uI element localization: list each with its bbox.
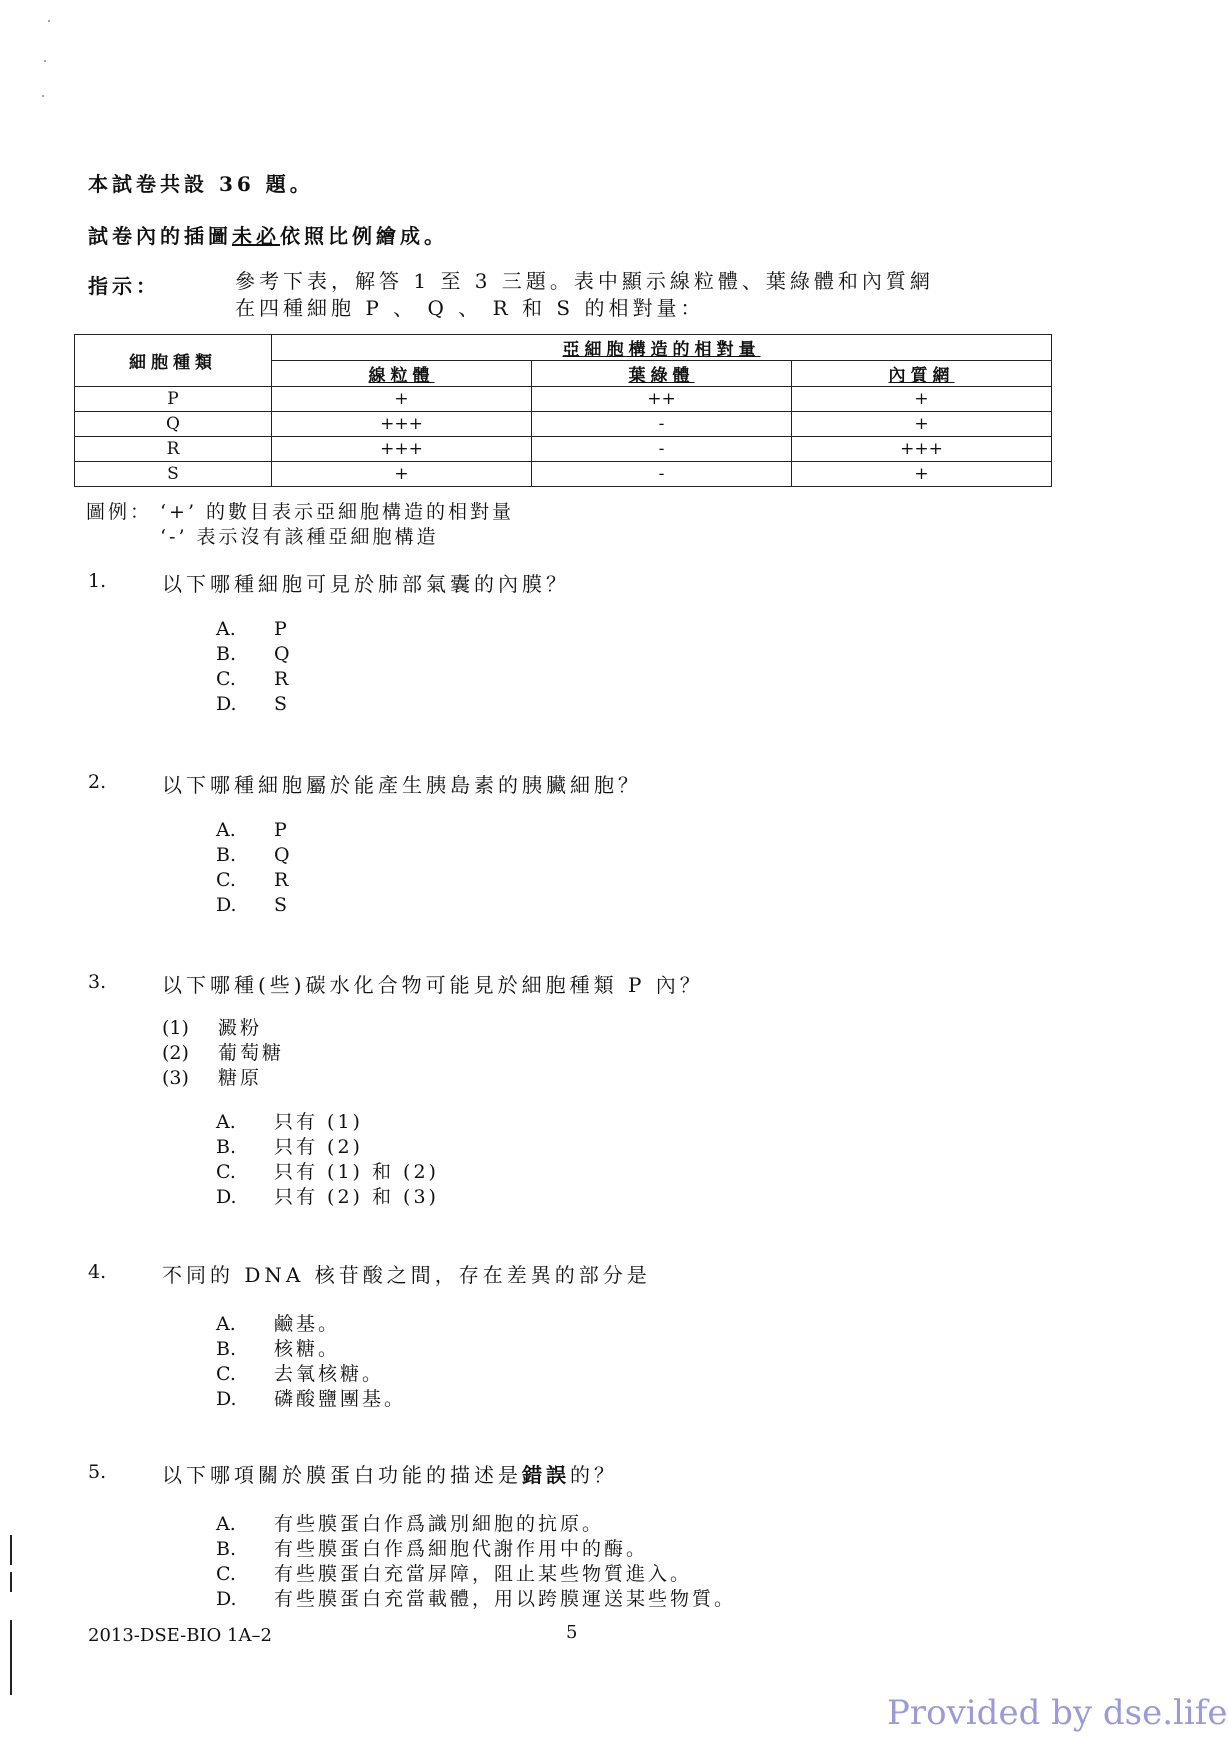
answer-option: B. 有些膜蛋白作爲細胞代謝作用中的酶。 xyxy=(216,1538,649,1560)
answer-option: B. Q xyxy=(216,844,293,866)
question-number: 3. xyxy=(88,971,107,993)
question-number: 4. xyxy=(88,1261,107,1283)
question-text: 以下哪種細胞可見於肺部氣囊的內膜？ xyxy=(162,572,570,596)
answer-option: A. 有些膜蛋白作爲識別細胞的抗原。 xyxy=(216,1513,605,1535)
answer-option: B. 核糖。 xyxy=(216,1338,341,1360)
scan-speck xyxy=(42,95,44,97)
scan-speck xyxy=(44,60,46,62)
answer-option: C. 只有 (1) 和 (2) xyxy=(216,1161,439,1183)
table-cell-value: - xyxy=(532,437,792,462)
table-cell-value: - xyxy=(532,462,792,487)
answer-option: D. S xyxy=(216,693,291,715)
scan-speck xyxy=(48,20,50,22)
table-header-group: 亞細胞構造的相對量 xyxy=(272,335,1052,361)
question-number: 5. xyxy=(88,1461,107,1483)
table-cell-type: R xyxy=(75,437,272,462)
question-number: 2. xyxy=(88,771,107,793)
diagram-scale-note xyxy=(88,220,448,249)
table-cell-value: - xyxy=(532,412,792,437)
answer-option: D. S xyxy=(216,894,291,916)
table-cell-value: +++ xyxy=(272,437,532,462)
instructions-line-2: 在四種細胞 P 、 Q 、 R 和 S 的相對量： xyxy=(235,296,705,320)
table-cell-value: + xyxy=(272,462,532,487)
legend-label: 圖例： xyxy=(86,501,153,523)
answer-option: C. R xyxy=(216,869,292,891)
answer-option: D. 只有 (2) 和 (3) xyxy=(216,1186,439,1208)
answer-option: A. P xyxy=(216,618,290,640)
answer-option: A. P xyxy=(216,819,290,841)
table-cell-value: + xyxy=(792,412,1052,437)
diagram-scale-note-emphasis: 未必 xyxy=(232,224,280,248)
table-row xyxy=(75,462,1052,487)
answer-option: C. 去氧核糖。 xyxy=(216,1363,385,1385)
diagram-scale-note-pre: 試卷內的插圖 xyxy=(88,224,232,248)
table-cell-type: S xyxy=(75,462,272,487)
subcellular-structure-table xyxy=(74,334,1052,487)
table-cell-value: + xyxy=(792,387,1052,412)
answer-option: A. 只有 (1) xyxy=(216,1111,363,1133)
legend-line-1: ‘+’ 的數目表示亞細胞構造的相對量 xyxy=(160,501,515,523)
statement-item: (1) 澱粉 xyxy=(162,1017,263,1039)
table-cell-value: + xyxy=(272,387,532,412)
table-row xyxy=(75,412,1052,437)
table-cell-value: +++ xyxy=(272,412,532,437)
table-cell-type: P xyxy=(75,387,272,412)
table-header-mitochondria: 線粒體 xyxy=(272,361,532,387)
question-number: 1. xyxy=(88,570,107,592)
question-text: 不同的 DNA 核苷酸之間，存在差異的部分是 xyxy=(162,1263,651,1287)
question-text: 以下哪種細胞屬於能產生胰島素的胰臟細胞？ xyxy=(162,773,642,797)
legend-line-2: ‘-’ 表示沒有該種亞細胞構造 xyxy=(160,526,439,548)
answer-option: D. 磷酸鹽團基。 xyxy=(216,1388,407,1410)
scan-artifact-line xyxy=(10,1572,12,1592)
table-cell-value: +++ xyxy=(792,437,1052,462)
table-header-er: 內質網 xyxy=(792,361,1052,387)
exam-question-count: 本試卷共設 36 題。 xyxy=(88,172,314,196)
table-row xyxy=(75,437,1052,462)
question-text: 以下哪種(些)碳水化合物可能見於細胞種類 P 內？ xyxy=(162,973,704,997)
instructions-label: 指示： xyxy=(88,274,160,298)
answer-option: D. 有些膜蛋白充當載體，用以跨膜運送某些物質。 xyxy=(216,1588,737,1610)
paper-code: 2013-DSE-BIO 1A–2 xyxy=(88,1625,272,1646)
instructions-line-1: 參考下表，解答 1 至 3 三題。表中顯示線粒體、葉綠體和內質網 xyxy=(235,269,934,293)
answer-option: B. Q xyxy=(216,643,293,665)
question-text xyxy=(162,1459,618,1488)
table-cell-value: + xyxy=(792,462,1052,487)
answer-option: B. 只有 (2) xyxy=(216,1136,363,1158)
scan-artifact-line xyxy=(10,1535,12,1565)
diagram-scale-note-post: 依照比例繪成。 xyxy=(280,224,448,248)
answer-option: C. R xyxy=(216,668,292,690)
question-text-emphasis: 錯誤 xyxy=(522,1463,570,1487)
page-number: 5 xyxy=(566,1622,578,1643)
table-header-chloroplast: 葉綠體 xyxy=(532,361,792,387)
table-row xyxy=(75,387,1052,412)
question-text-pre: 以下哪項關於膜蛋白功能的描述是 xyxy=(162,1463,522,1487)
question-text-post: 的？ xyxy=(570,1463,618,1487)
answer-option: C. 有些膜蛋白充當屏障，阻止某些物質進入。 xyxy=(216,1563,693,1585)
table-cell-value: ++ xyxy=(532,387,792,412)
watermark: Provided by dse.life xyxy=(887,1693,1228,1733)
statement-item: (2) 葡萄糖 xyxy=(162,1042,285,1064)
table-cell-type: Q xyxy=(75,412,272,437)
statement-item: (3) 糖原 xyxy=(162,1067,263,1089)
scan-artifact-line xyxy=(10,1620,12,1695)
table-header-cell-type: 細胞種類 xyxy=(75,335,272,387)
answer-option: A. 鹼基。 xyxy=(216,1313,341,1335)
